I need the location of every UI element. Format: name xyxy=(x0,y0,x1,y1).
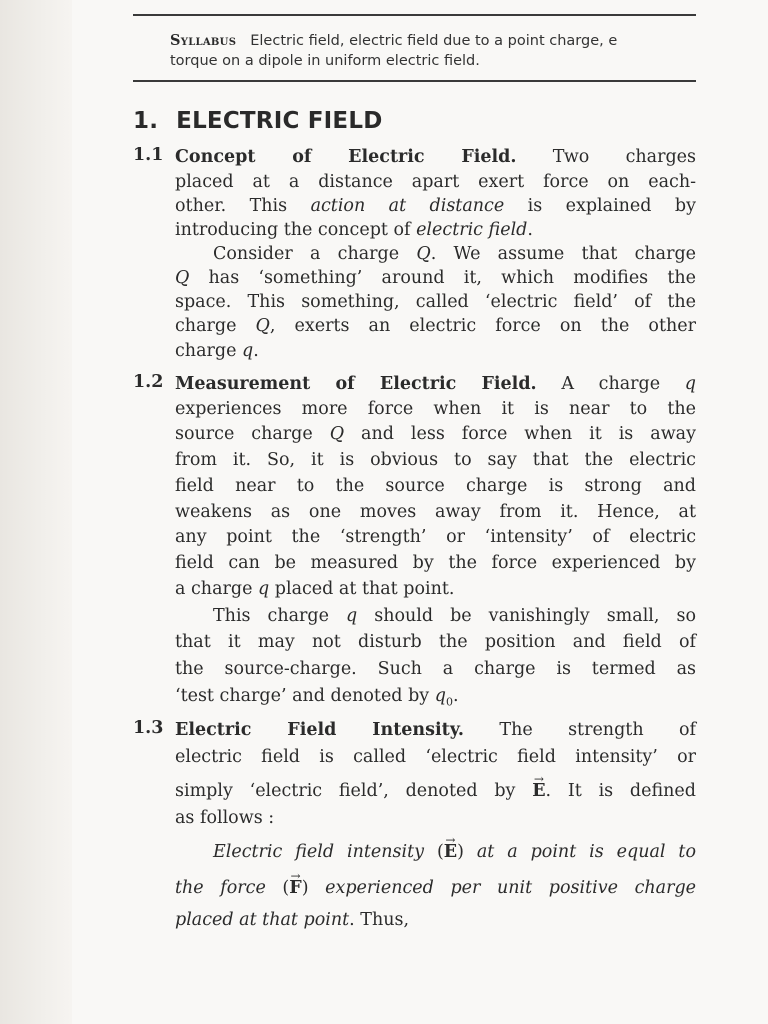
s1-line-2: placed at a distance apart exert force on each- xyxy=(175,172,696,192)
section-number-1-1: 1.1 xyxy=(133,145,164,165)
chapter-heading: 1. ELECTRIC FIELD xyxy=(133,108,383,134)
s2-heading: Measurement of Electric Field. xyxy=(175,374,537,394)
s2-line-10: This charge q should be vanishingly small, so xyxy=(213,606,696,626)
syllabus-label: Syllabus xyxy=(170,32,237,49)
syllabus-line-1: Electric field, electric field due to a point charge, e xyxy=(250,33,618,49)
s2-line-13: ‘test charge’ and denoted by $q_0$. xyxy=(175,686,459,709)
s1-line-4: introducing the concept of electric field. xyxy=(175,220,533,240)
s2-line-1: Measurement of Electric Field. A charge q xyxy=(175,374,696,394)
s2-line-8: field can be measured by the force experienced by xyxy=(175,553,696,573)
s3-line-4: as follows : xyxy=(175,808,275,828)
s1-line-9: charge q. xyxy=(175,341,259,361)
page-gutter xyxy=(0,0,72,1024)
vector-f: → F xyxy=(289,876,301,900)
s2-line-4: from it. So, it is obvious to say that the electric xyxy=(175,450,696,470)
s3-heading: Electric Field Intensity. xyxy=(175,720,464,740)
syllabus-line-2: torque on a dipole in uniform electric field. xyxy=(170,53,480,69)
s1-line-3: other. This action at distance is explained by xyxy=(175,196,696,216)
s3-definition-line-3: placed at that point. Thus, xyxy=(175,910,410,930)
s1-line-5: Consider a charge Q. We assume that charge xyxy=(213,244,697,264)
s3-definition-line-1: Electric field intensity (→ E) at a point is equal to xyxy=(213,840,696,864)
s2-line-11: that it may not disturb the position and field of xyxy=(175,632,696,652)
section-number-1-2: 1.2 xyxy=(133,372,164,392)
vector-e: → E xyxy=(532,779,545,803)
s2-line-5: field near to the source charge is strong and xyxy=(175,476,696,496)
s2-line-7: any point the ‘strength’ or ‘intensity’ of electric xyxy=(175,527,696,547)
s3-line-1: Electric Field Intensity. The strength of xyxy=(175,720,696,740)
section-number-1-3: 1.3 xyxy=(133,718,164,738)
s2-line-9: a charge q placed at that point. xyxy=(175,579,455,599)
s3-definition-line-2: the force (→ F) experienced per unit positive charge xyxy=(175,876,696,900)
bottom-rule xyxy=(133,80,696,82)
s1-heading: Concept of Electric Field. xyxy=(175,147,517,167)
s1-line-8: charge Q, exerts an electric force on the other xyxy=(175,316,696,336)
s1-line-1: Concept of Electric Field. Two charges xyxy=(175,147,696,167)
s1-line-7: space. This something, called ‘electric field’ of the xyxy=(175,292,696,312)
s2-line-6: weakens as one moves away from it. Hence, at xyxy=(175,502,696,522)
s3-line-3: simply ‘electric field’, denoted by → E. It is defined xyxy=(175,779,696,803)
s3-line-2: electric field is called ‘electric field intensity’ or xyxy=(175,747,696,767)
s2-line-12: the source-charge. Such a charge is termed as xyxy=(175,659,696,679)
top-rule xyxy=(133,14,696,16)
s2-line-2: experiences more force when it is near to the xyxy=(175,399,696,419)
s2-line-3: source charge Q and less force when it is away xyxy=(175,424,696,444)
vector-e-def: → E xyxy=(444,840,457,864)
s1-line-6: Q has ‘something’ around it, which modifies the xyxy=(175,268,696,288)
syllabus-box xyxy=(170,31,696,71)
